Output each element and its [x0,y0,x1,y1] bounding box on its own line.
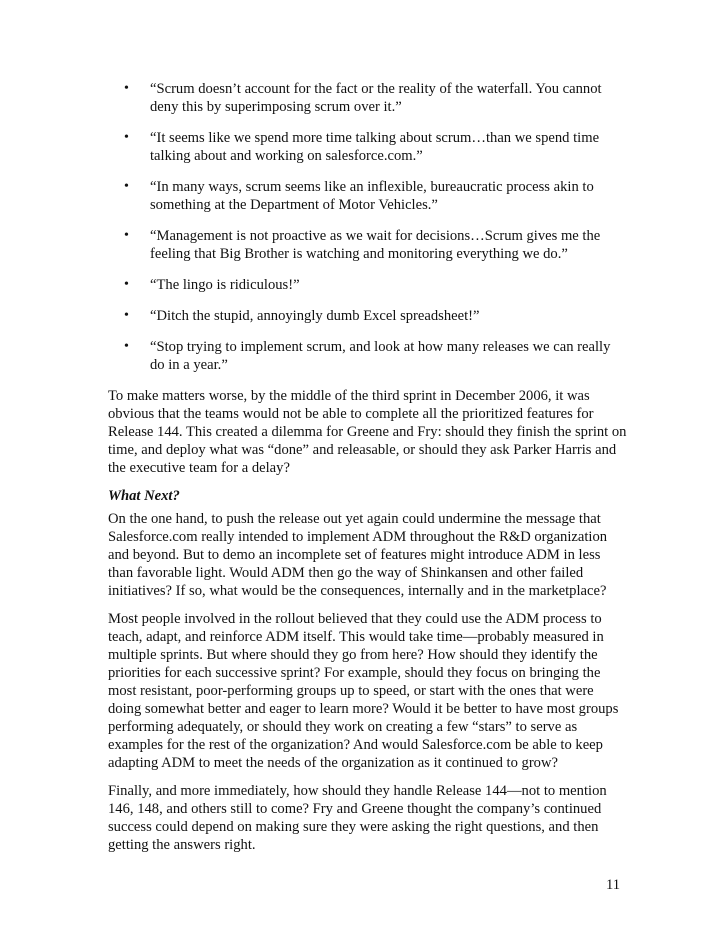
paragraph-finally: Finally, and more immediately, how should they handle Release 144—not to mention 146, 148, and others still to come? Fry and Greene thought the company’s continued success could depend on making sure they were asking the right questions, and then getting the answers right. [108,783,607,853]
quote-item: • “Ditch the stupid, annoyingly dumb Excel spreadsheet!” [150,307,628,325]
paragraph-release-dilemma: To make matters worse, by the middle of the third sprint in December 2006, it was obvious that the teams would not be able to complete all the prioritized features for Release 144. This created a dilemma for Greene and Fry: should they finish the sprint on time, and deploy what was “done” and releasable, or should they ask Parker Harris and the executive team for a delay? [108,388,627,476]
quote-item: • “Stop trying to implement scrum, and look at how many releases we can really do in a year.” [150,338,628,374]
quote-item: • “The lingo is ridiculous!” [150,276,628,294]
quote-item: • “Management is not proactive as we wait for decisions…Scrum gives me the feeling that Big Brother is watching and monitoring everything we do.” [150,227,628,263]
paragraph-adm-process: Most people involved in the rollout believed that they could use the ADM process to teach, adapt, and reinforce ADM itself. This would take time—probably measured in multiple sprints. But where should they go from here? How should they identify the priorities for each successive sprint? For example, should they focus on bringing the most resistant, poor-performing groups up to speed, or start with the ones that were doing somewhat better and eager to learn more? Would it be better to have most groups performing adequately, or should they work on creating a few “stars” to serve as examples for the rest of the organization? And would Salesforce.com be able to keep adapting ADM to meet the needs of the organization as it continued to grow? [108,611,619,771]
page-number: 11 [605,877,620,893]
page-content [108,80,628,864]
quote-list [108,80,628,374]
quote-item: • “In many ways, scrum seems like an inflexible, bureaucratic process akin to something at the Department of Motor Vehicles.” [150,178,628,214]
section-heading: What Next? [108,488,180,504]
quote-item: • “Scrum doesn’t account for the fact or the reality of the waterfall. You cannot deny this by superimposing scrum over it.” [150,80,628,116]
quote-item: • “It seems like we spend more time talking about scrum…than we spend time talking about and working on salesforce.com.” [150,129,628,165]
paragraph-consequences: On the one hand, to push the release out yet again could undermine the message that Salesforce.com really intended to implement ADM throughout the R&D organization and beyond. But to demo an incomplete set of features might introduce ADM in less than favorable light. Would ADM then go the way of Shinkansen and other failed initiatives? If so, what would be the consequences, internally and in the marketplace? [108,511,608,599]
